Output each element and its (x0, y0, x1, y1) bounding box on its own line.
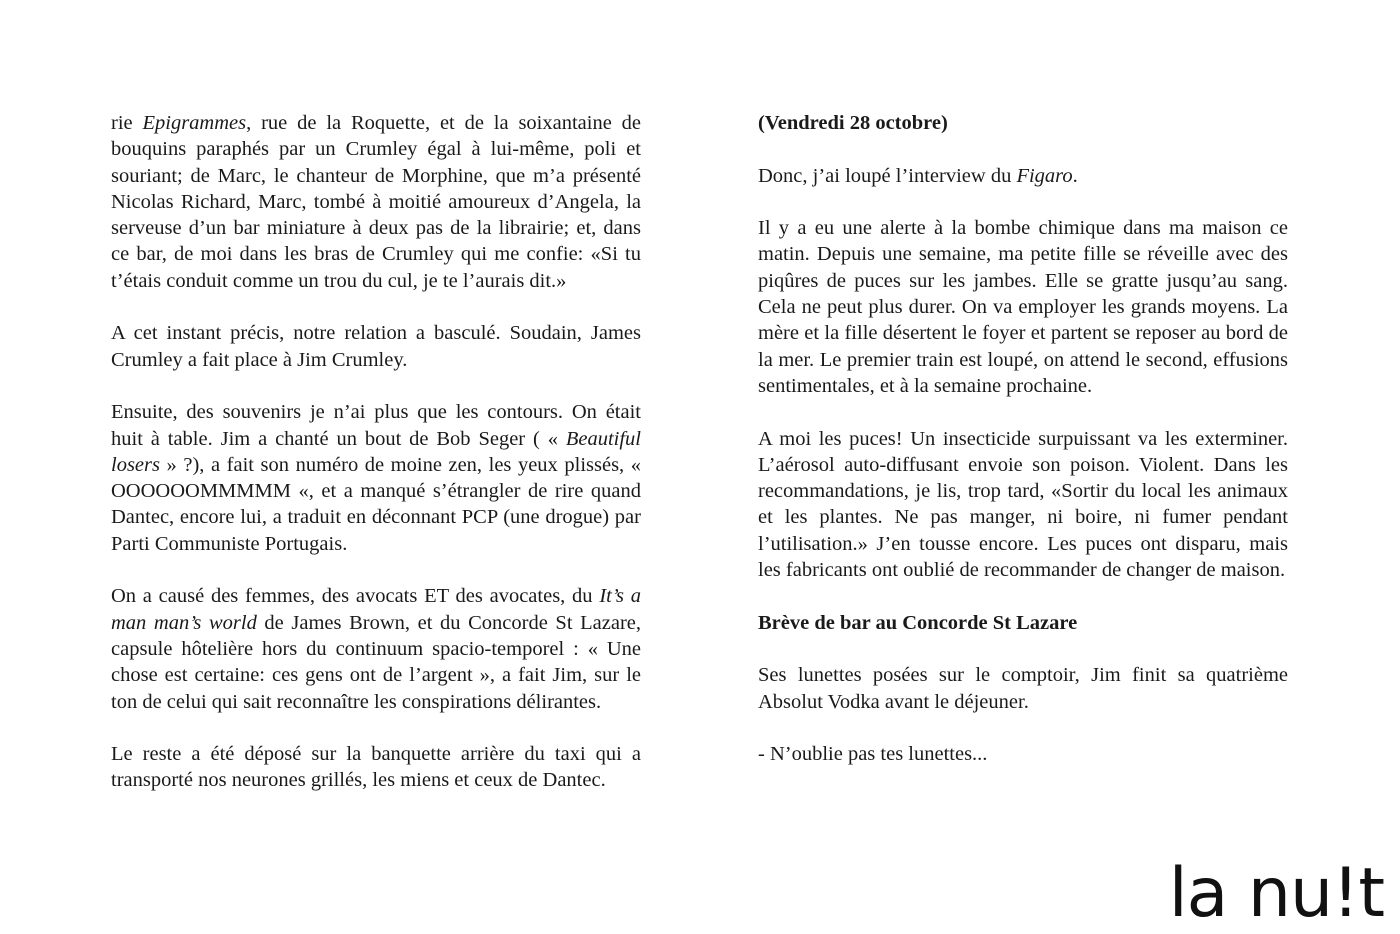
song-title: Beautiful losers (111, 427, 641, 476)
song-title: It’s a man man’s world (111, 585, 642, 634)
paragraph: Ses lunettes posées sur le comptoir, Jim finit sa quatrième Absolut Vodka avant le déjeuner. (758, 664, 1288, 713)
text-run: . (1072, 164, 1078, 187)
text-run: Donc, j’ai loupé l’interview du (758, 164, 1017, 187)
paragraph (758, 163, 1288, 189)
left-column (111, 110, 641, 820)
right-column (758, 110, 1288, 794)
text-run: rie (111, 112, 143, 134)
text-run: de James Brown, et du Concorde St Lazare, capsule hôtelière hors du continuum spacio-temporel : « Une chose est certaine: ces gens ont de l’argent », a fait Jim, sur le ton de celui qui sait reconnaître les conspirations délirantes. (111, 611, 641, 713)
paragraph (111, 583, 641, 714)
text-run: » ?), a fait son numéro de moine zen, les yeux plissés, « OOOOOOMMMMM «, et a manqué s’étrangler de rire quand Dantec, encore lui, a traduit en déconnant PCP (une drogue) par Parti Communiste Portugais. (111, 453, 641, 555)
text-run: Ensuite, des souvenirs je n’ai plus que les contours. On était huit à table. Jim a chanté un bout de Bob Seger ( « (111, 401, 641, 450)
text-run: On a causé des femmes, des avocats ET des avocates, du (111, 585, 600, 608)
paragraph: A cet instant précis, notre relation a basculé. Soudain, James Crumley a fait place à Jim Crumley. (111, 322, 641, 371)
date-heading: (Vendredi 28 octobre) (758, 112, 948, 134)
paragraph: A moi les puces! Un insecticide surpuissant va les exterminer. L’aérosol auto-diffusant envoie son poison. Violent. Dans les recommandations, je lis, trop tard, «Sortir du local les animaux et les plantes. Ne pas manger, ni boire, ni fumer pendant l’utilisation.» J’en tousse encore. Les puces ont disparu, mais les fabricants ont oublié de recommander de changer de maison. (758, 427, 1288, 582)
newspaper-title: Figaro (1016, 164, 1073, 187)
text-run: , rue de la Roquette, et de la soixantaine de bouquins paraphés par un Crumley égal à lui-même, poli et souriant; de Marc, le chanteur de Morphine, que m’a présenté Nicolas Richard, Marc, tombé à moitié amoureux d’Angela, la serveuse d’un bar miniature à deux pas de la librairie; et, dans ce bar, de moi dans les bras de Crumley qui me confie: «Si tu t’étais conduit comme un trou du cul, je te l’aurais dit.» (111, 112, 642, 292)
section-heading: Brève de bar au Concorde St Lazare (758, 611, 1078, 634)
paragraph: - N’oublie pas tes lunettes... (758, 743, 988, 766)
book-title: Epigrammes (142, 112, 247, 134)
paragraph: Le reste a été déposé sur la banquette arrière du taxi qui a transporté nos neurones grillés, les miens et ceux de Dantec. (111, 743, 641, 792)
paragraph: Il y a eu une alerte à la bombe chimique dans ma maison ce matin. Depuis une semaine, ma petite fille se réveille avec des piqûres de puces sur les jambes. Elle se gratte jusqu’au sang. Cela ne peut plus durer. On va employer les grands moyens. La mère et la fille désertent le foyer et partent se reposer au bord de la mer. Le premier train est loupé, on attend le second, effusions sentimentales, et à la semaine prochaine. (758, 217, 1288, 397)
paragraph (111, 399, 641, 557)
publication-logo: la nu!t (1168, 854, 1384, 933)
paragraph (111, 110, 641, 294)
